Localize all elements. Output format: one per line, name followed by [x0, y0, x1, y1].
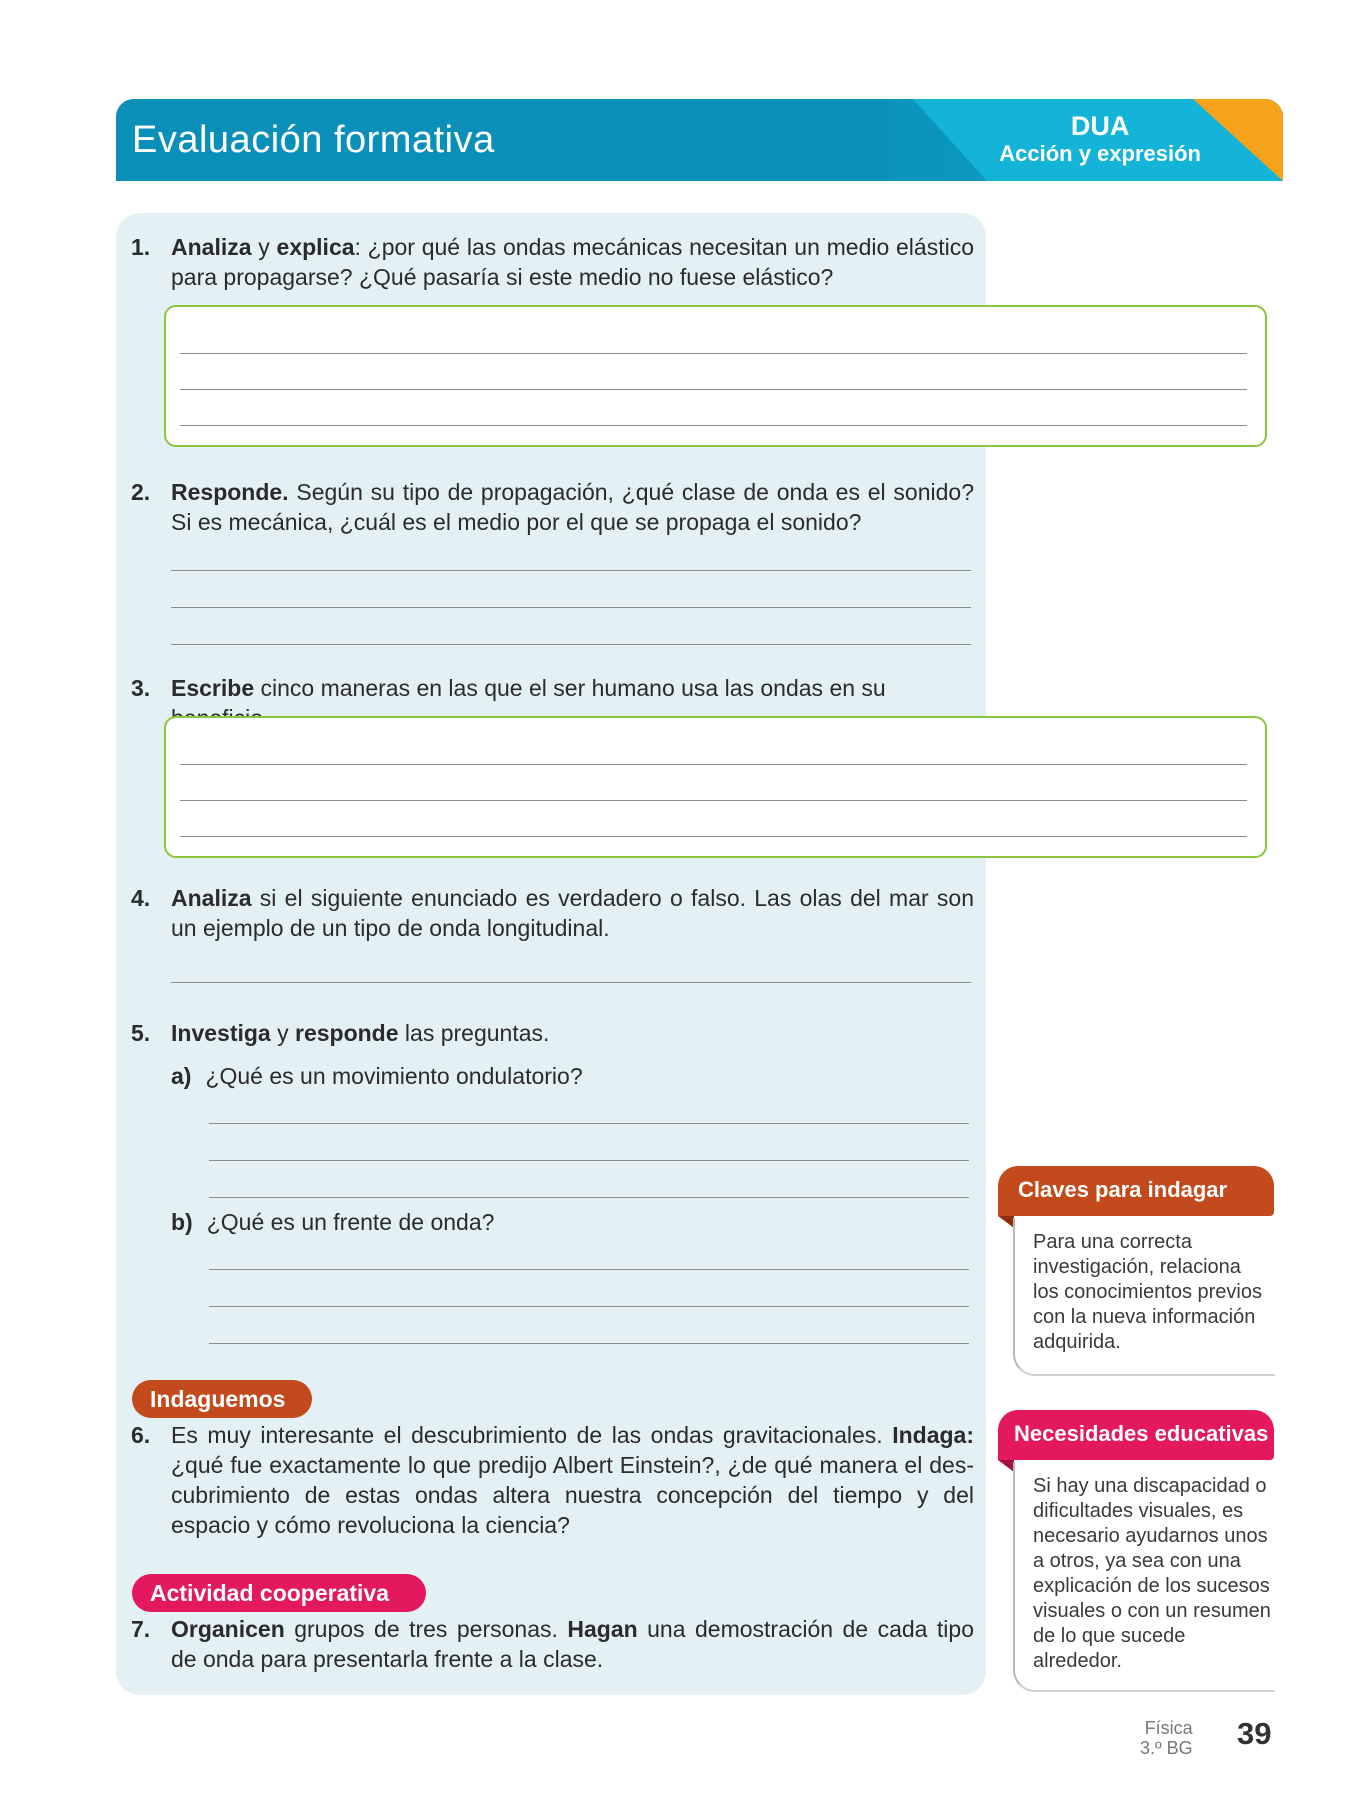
answer-box-1[interactable]	[164, 305, 1267, 447]
cooperativa-badge: Actividad cooperativa	[132, 1574, 426, 1612]
verb: Responde.	[171, 479, 289, 505]
verb: Indaga:	[892, 1422, 974, 1448]
subquestion-b	[171, 1207, 494, 1237]
question-4	[131, 883, 974, 943]
question-text: las preguntas.	[398, 1020, 550, 1046]
verb: explica	[276, 234, 355, 260]
question-number: 4.	[131, 885, 151, 911]
question-text: ¿qué fue exactamente lo que predijo Albert Einstein?, ¿de qué manera el des-cubrimiento de estas ondas altera nuestra concepción del tiempo y del espacio y cómo revoluciona la ciencia?	[171, 1452, 974, 1538]
question-text: una demostración de cada tipo de onda para presentarla frente a la clase.	[171, 1616, 974, 1672]
subject-name: Física	[1144, 1718, 1193, 1738]
question-5	[131, 1018, 974, 1048]
answer-line[interactable]	[180, 764, 1247, 765]
verb: Organicen	[171, 1616, 285, 1642]
indaguemos-badge: Indaguemos	[132, 1380, 312, 1418]
necesidades-text: Si hay una discapacidad o dificultades visuales, es necesario ayudarnos unos a otros, ya sea con una explicación de los sucesos visuales o con un resumen de lo que sucede alrededor.	[1013, 1462, 1275, 1692]
answer-line[interactable]	[171, 644, 971, 645]
page-header	[116, 99, 1283, 181]
page-title: Evaluación formativa	[132, 119, 495, 161]
answer-line[interactable]	[171, 570, 971, 571]
answer-line[interactable]	[180, 425, 1247, 426]
question-text: : ¿por qué las ondas mecánicas necesitan un medio elástico para propagarse? ¿Qué pasaría si este medio no fuese elástico?	[171, 234, 974, 290]
answer-line[interactable]	[180, 836, 1247, 837]
verb: Escribe	[171, 675, 255, 701]
question-number: 2.	[131, 479, 151, 505]
answer-line[interactable]	[180, 800, 1247, 801]
verb: Analiza	[171, 234, 252, 260]
question-number: 7.	[131, 1616, 151, 1642]
question-text: y	[270, 1020, 295, 1046]
question-1	[131, 232, 974, 292]
question-number: 5.	[131, 1020, 151, 1046]
answer-line[interactable]	[209, 1123, 969, 1124]
question-6	[131, 1420, 974, 1540]
page-number: 39	[1237, 1716, 1272, 1751]
question-text: grupos de tres personas.	[284, 1616, 568, 1642]
answer-line[interactable]	[209, 1197, 969, 1198]
verb: Analiza	[171, 885, 252, 911]
question-2	[131, 477, 974, 537]
verb: responde	[295, 1020, 399, 1046]
subquestion-text: ¿Qué es un frente de onda?	[206, 1209, 495, 1235]
subquestion-label: a)	[171, 1063, 192, 1089]
answer-line[interactable]	[209, 1306, 969, 1307]
answer-line[interactable]	[171, 607, 971, 608]
claves-text: Para una correcta investigación, relaciona los conocimientos previos con la nueva información adquirida.	[1013, 1218, 1275, 1376]
grade-label: 3.º BG	[1140, 1738, 1193, 1758]
answer-line[interactable]	[180, 353, 1247, 354]
question-text: Es muy interesante el descubrimiento de las ondas gravitacionales.	[171, 1422, 893, 1448]
answer-line[interactable]	[209, 1269, 969, 1270]
claves-title: Claves para indagar	[998, 1166, 1274, 1216]
question-number: 3.	[131, 675, 151, 701]
question-text: si el siguiente enunciado es verdadero o falso. Las olas del mar son un ejemplo de un tipo de onda longitudinal.	[171, 885, 974, 941]
question-text: Según su tipo de propagación, ¿qué clase de onda es el sonido? Si es mecánica, ¿cuál es el medio por el que se propaga el sonido?	[171, 479, 974, 535]
question-text: y	[251, 234, 277, 260]
footer-subject	[1140, 1718, 1193, 1758]
question-text: cinco maneras en las que el ser humano usa las ondas en su	[260, 675, 886, 701]
subquestion-text: ¿Qué es un movimiento ondulatorio?	[205, 1063, 583, 1089]
subquestion-a	[171, 1061, 583, 1091]
answer-line[interactable]	[209, 1160, 969, 1161]
answer-line[interactable]	[171, 982, 971, 983]
verb: Hagan	[567, 1616, 638, 1642]
verb: Investiga	[171, 1020, 271, 1046]
answer-box-3[interactable]	[164, 716, 1267, 858]
question-number: 1.	[131, 234, 151, 260]
question-number: 6.	[131, 1422, 151, 1448]
subquestion-label: b)	[171, 1209, 193, 1235]
necesidades-title: Necesidades educativas	[998, 1410, 1274, 1460]
question-7	[131, 1614, 974, 1674]
answer-line[interactable]	[209, 1343, 969, 1344]
dua-label	[999, 111, 1201, 167]
dua-subtitle: Acción y expresión	[999, 141, 1201, 166]
answer-line[interactable]	[180, 389, 1247, 390]
dua-title: DUA	[1070, 111, 1130, 141]
